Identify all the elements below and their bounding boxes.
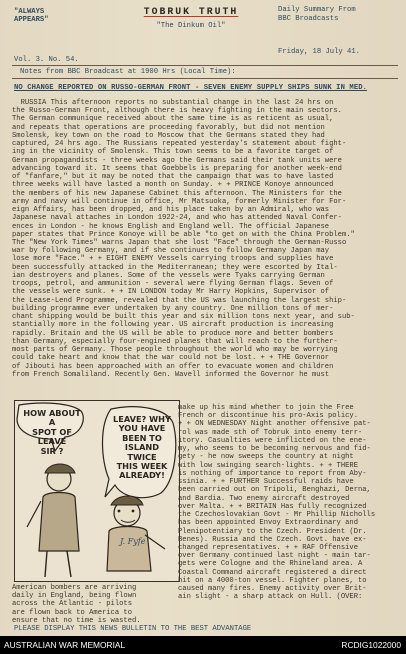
article-line: from French Somaliland. Recently Gen. Wavell informed the Governor he must: [12, 370, 330, 379]
speech-right-line-4: ISLAND: [124, 442, 160, 453]
archive-reference: RCDIG1022000: [341, 640, 401, 650]
article-line: ing in the vicinity of Smolensk. This town seems to be a favorite target of: [12, 148, 334, 157]
article-line: The "New York Times" warns Japan that she lost "Face" through the German-Russo: [12, 238, 347, 247]
article-line: ian destroyers and planes. Some of the vessels were Tyaks carrying German: [12, 271, 325, 280]
speech-right-line-3: BEEN TO: [122, 432, 162, 443]
article-line: gety - he now sweeps the country at night: [178, 453, 354, 462]
article-line: Smolensk, key town on the road to Moscow that the Germans stated they had: [12, 131, 325, 140]
article-line: been carried out on Tripoli, Benghazi, Derna,: [178, 486, 371, 495]
article-line: paper states that Prince Konoye will be able "to get on with the China Problem.": [12, 230, 355, 239]
right-column-article: [178, 404, 400, 602]
article-line: the Russo-German Front, although there is heavy fighting in the main sectors.: [12, 107, 342, 116]
article-line: RUSSIA This afternoon reports no substantial change in the last 24 hrs on: [12, 99, 334, 107]
article-line: the Czechoslovakian Govt - Mr Phillip Nicholls: [178, 511, 376, 520]
article-line: captured, 24 hrs ago. The Russians repeated yesterday's statement about fight-: [12, 140, 347, 149]
article-line: eign Affairs, has been dropped, and his place taken by an Admiral, who was: [12, 206, 330, 215]
issue-date: Friday, 18 July 41.: [278, 48, 360, 56]
speech-right-line-1: LEAVE? WHY: [113, 414, 171, 424]
article-line: rapidly. Britain and the US will be able to produce more and better bombers: [12, 329, 334, 338]
left-column-article: [12, 584, 180, 625]
summary-source: [278, 6, 400, 23]
article-line: been successfully attacked in the Mediterranean; they were escorted by Ital-: [12, 263, 338, 272]
article-line: hit on a 4000-ton vessel. Fighter planes, to: [178, 576, 367, 585]
article-line: of Jibouti has been approached with an offer to evacuate women and children: [12, 362, 334, 371]
article-line: Coastal Command aircraft registered a direct: [178, 568, 367, 577]
article-line: make up his mind whether to join the Free: [178, 404, 354, 412]
speech-left-line-3: SIR ?: [40, 445, 64, 456]
newsletter-subtitle: "The Dinkum Oil": [156, 22, 226, 30]
article-line: are flown back to America to: [12, 608, 132, 617]
broadcast-notes-line: Notes from BBC Broadcast at 1900 Hrs (Local Time):: [20, 68, 236, 76]
cartoonist-signature: J. Fyfe: [120, 537, 146, 546]
masthead: [116, 6, 266, 30]
article-line: chant shipping would be built this year and six million tons next year, and sub-: [12, 313, 355, 322]
masthead-slogan: [14, 8, 78, 25]
summary-source-line-2: BBC Broadcasts: [278, 14, 339, 23]
article-line: daily in England, being flown: [12, 592, 137, 601]
speech-bubble-right: [111, 415, 173, 481]
article-line: Japanese naval attaches in London 1922-24, and who has attended Naval Confer-: [12, 214, 342, 223]
article-line: three weeks will have lasted a month on Sunday. + + PRINCE Konoye announced: [12, 181, 334, 190]
article-line: my, who seems to be becoming nervous and fid-: [178, 445, 371, 454]
article-line: rol was made sth of Tobruk into enemy terr-: [178, 428, 363, 437]
speech-right-line-5: TWICE: [127, 451, 157, 462]
main-article-body: [12, 99, 396, 379]
masthead-slogan-line-2: APPEARS": [14, 16, 49, 25]
notes-divider: [12, 78, 398, 79]
article-line: army and navy will continue in office, Mr Matsuoka, formerly Minister for For-: [12, 197, 347, 206]
article-line: ssinia. + + FURTHER Successful raids have: [178, 478, 354, 487]
article-line: has been appointed Envoy Extraordinary and: [178, 519, 358, 528]
header-divider: [12, 65, 398, 66]
article-line: across the Atlantic - pilots: [12, 600, 132, 609]
cartoon-illustration: [14, 400, 180, 582]
article-line: advancing toward it. It seems that Goebbels is preparing for another week-end: [12, 164, 342, 173]
article-line: caused many fires. Enemy activity over Brit-: [178, 585, 367, 594]
volume-number: Vol. 3. No. 54.: [14, 56, 79, 64]
article-line: over Malta. + + BRITAIN Has fully recognized: [178, 502, 367, 511]
article-line: changed representatives. + + RAF Offensive: [178, 543, 358, 552]
article-line: most parts of Germany. Those people throughout the world who may be worrying: [12, 346, 338, 355]
speech-right-line-7: ALREADY!: [119, 470, 165, 481]
archive-name: AUSTRALIAN WAR MEMORIAL: [4, 640, 126, 650]
article-line: ences in London - he knows English and England well. The official Japanese: [12, 222, 330, 231]
article-line: could take heart and know that the war could not be lost. + + THE Governor: [12, 354, 330, 363]
article-line: ensure that no time is wasted.: [12, 616, 141, 625]
summary-source-line-1: Daily Summary From: [278, 6, 356, 14]
article-line: The German communique received about the same time is as reticent as usual,: [12, 115, 334, 124]
archive-credit-bar: [0, 636, 406, 654]
article-line: the vessels were sunk. + + IN LONDON today Mr Harry Hopkins, Supervisor of: [12, 288, 330, 297]
article-line: and Bardia. Two enemy aircraft destroyed: [178, 494, 350, 503]
speech-left-line-1: HOW ABOUT A: [23, 408, 81, 428]
article-line: is nothing of importance to report from Aby-: [178, 469, 367, 478]
newsletter-title: TOBRUK TRUTH: [143, 6, 239, 17]
article-line: and repeats that operations are proceeding favorably, but did not mention: [12, 123, 325, 132]
main-headline: NO CHANGE REPORTED ON RUSSO-GERMAN FRONT - SEVEN ENEMY SUPPLY SHIPS SUNK IN MED.: [14, 84, 368, 92]
article-line: troops, petrol, and ammunition - several were flying German flags. Seven of: [12, 280, 334, 289]
article-line: the Lease-Lend Programme, revealed that the US was launching the largest ship-: [12, 296, 347, 305]
article-line: of "fanfare," but it may be noted that the campaign that was to have lasted: [12, 173, 334, 182]
speech-right-line-6: THIS WEEK: [116, 461, 168, 472]
article-line: stantially more in the following year. US aircraft production is increasing: [12, 321, 334, 330]
article-line: + + ON WEDNESDAY Night another offensive pat-: [178, 420, 371, 429]
article-line: gets were Cologne and the Rhineland area. A: [178, 560, 363, 569]
article-line: the members of his new Japanese Cabinet this afternoon. The Ministers for the: [12, 189, 342, 198]
article-line: war by following Germany, and if she continues to follow Germany Japan may: [12, 247, 330, 256]
article-line: itory. Casualties were inflicted on the ene-: [178, 436, 367, 445]
speech-bubble-left: [23, 409, 81, 456]
article-line: than Germany, especially four-engined planes that will reach to the further-: [12, 337, 338, 346]
article-line: Benes). Russia and the Czech. Govt. have ex-: [178, 535, 367, 544]
masthead-slogan-line-1: "ALWAYS: [14, 8, 45, 16]
speech-right-line-2: YOU HAVE: [118, 423, 166, 434]
article-line: building programme ever undertaken by any country. One million tons of mer-: [12, 304, 334, 313]
article-line: American bombers are arriving: [12, 584, 137, 592]
display-instruction: PLEASE DISPLAY THIS NEWS BULLETIN TO THE BEST ADVANTAGE: [14, 625, 252, 633]
article-line: lose more "Face." + + EIGHT ENEMY Vessels carrying troops and supplies have: [12, 255, 334, 264]
article-line: over Germany continued last night - main tar-: [178, 552, 371, 561]
speech-left-line-2: SPOT OF LEAVE: [32, 426, 72, 447]
article-line: Plenipotentiary to the Czech. President (Dr.: [178, 527, 367, 536]
article-line: with low swinging search-lights. + + THERE: [178, 461, 358, 470]
article-line: French or discontinue his pro-Axis policy.: [178, 412, 358, 421]
article-line: ain slight - a sharp attack on Hull. (OVER:: [178, 593, 363, 602]
article-line: German propagandists - three weeks ago the Germans said their tank units were: [12, 156, 342, 165]
